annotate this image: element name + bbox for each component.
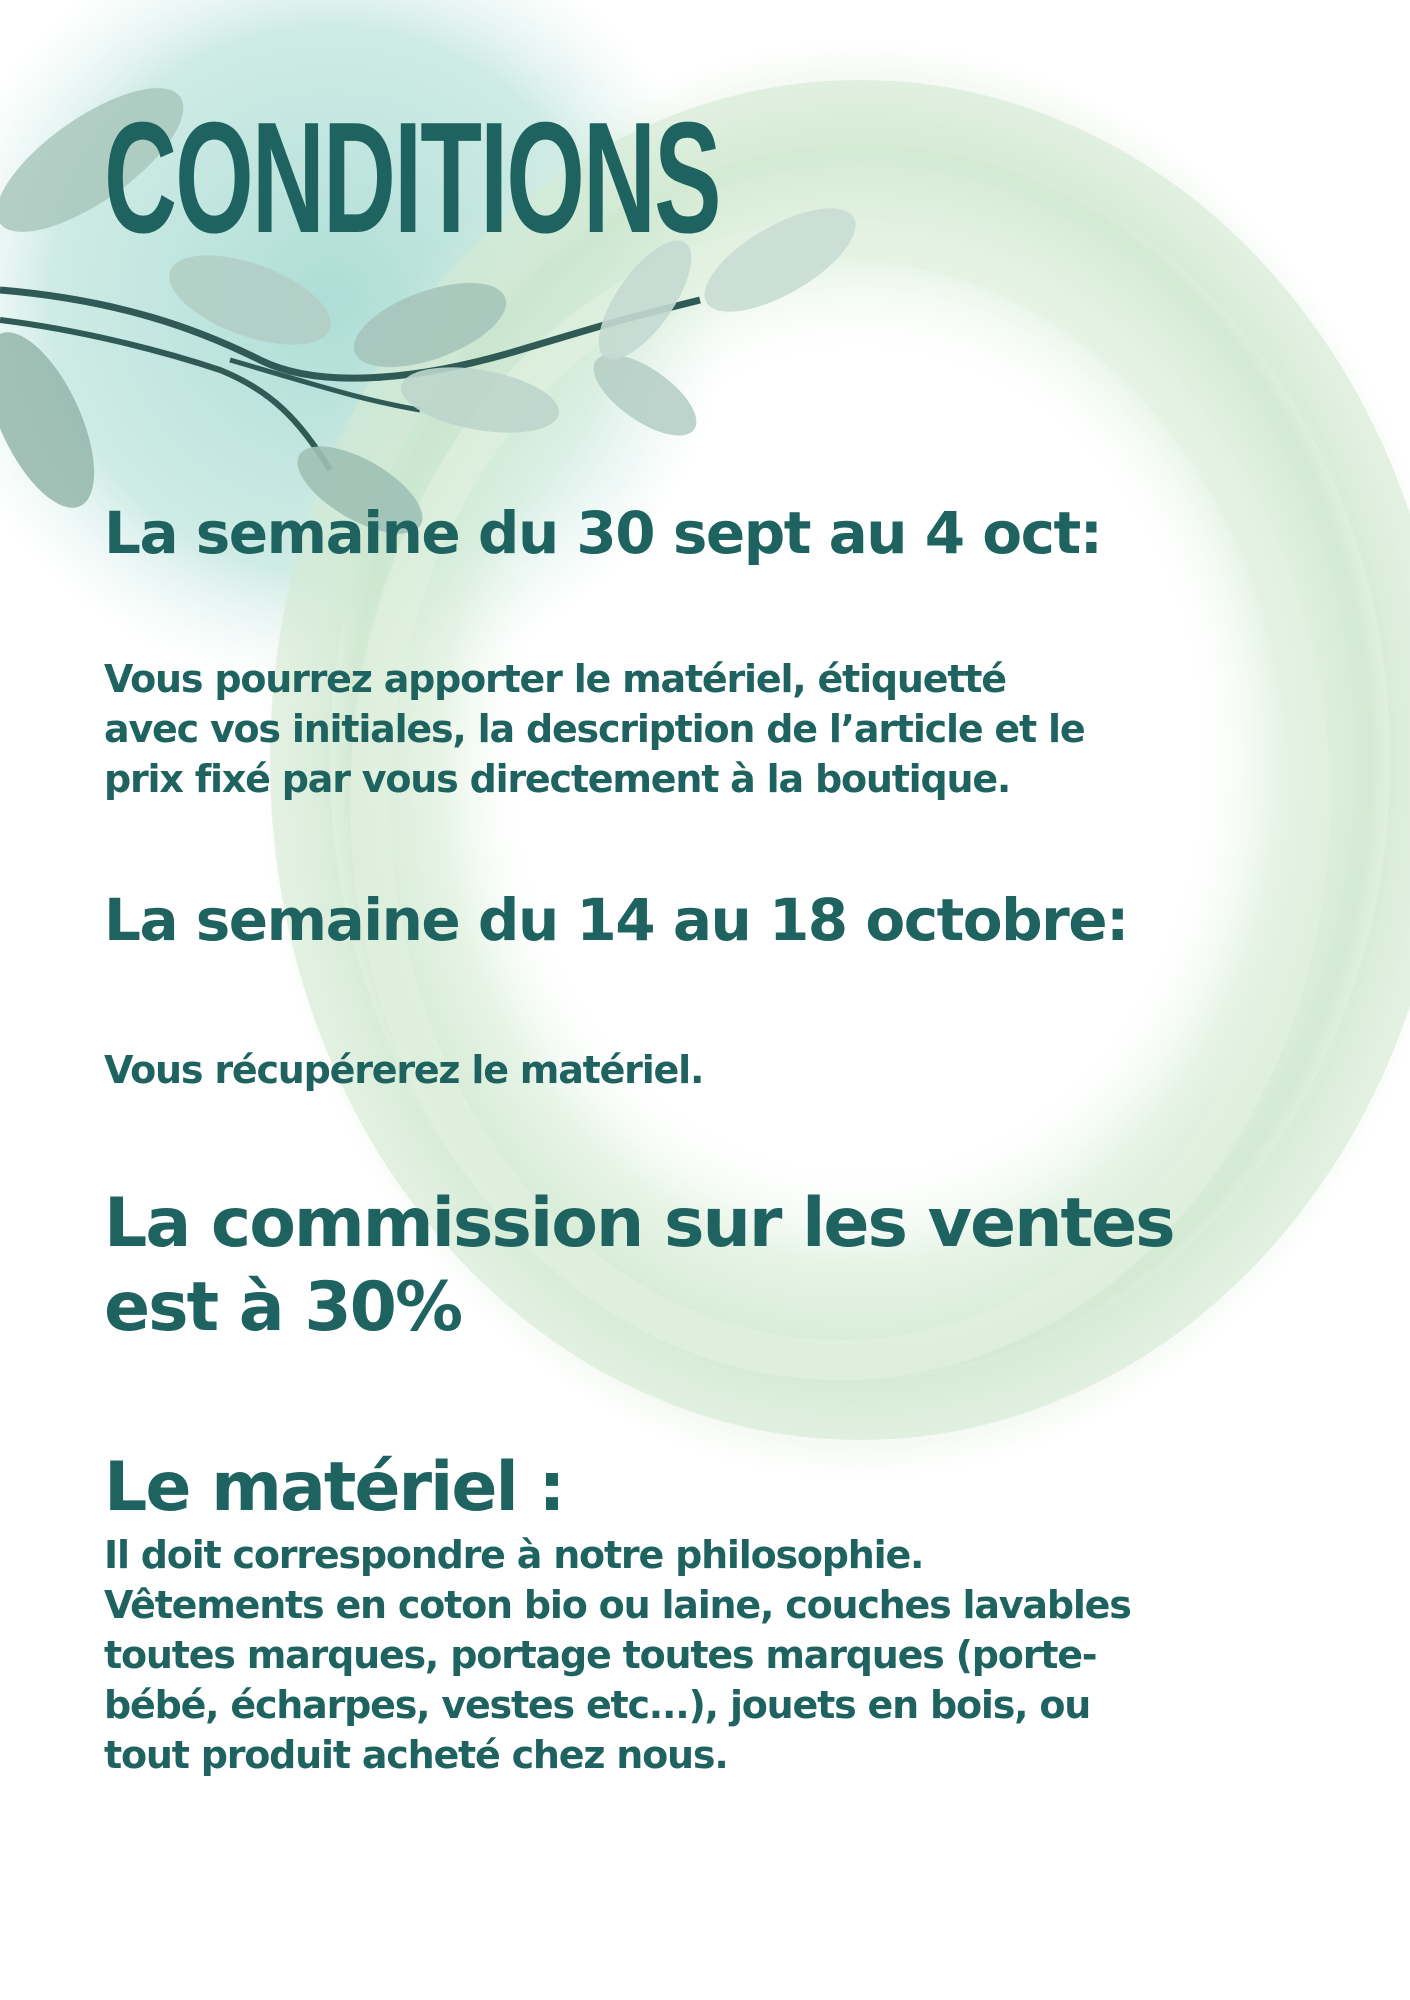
commission-line: est à 30% <box>104 1268 462 1347</box>
section-text-pickup <box>104 1045 703 1095</box>
section-heading-drop-off: La semaine du 30 sept au 4 oct: <box>104 499 1102 567</box>
text-line: Vous récupérerez le matériel. <box>104 1048 704 1092</box>
text-line: Vêtements en coton bio ou laine, couches lavables <box>104 1583 1131 1627</box>
text-line: Il doit correspondre à notre philosophie. <box>104 1533 924 1577</box>
page-title: CONDITIONS <box>104 90 720 266</box>
text-line: tout produit acheté chez nous. <box>104 1733 728 1777</box>
commission-heading <box>104 1182 1174 1350</box>
text-line: avec vos initiales, la description de l’article et le <box>104 707 1085 751</box>
commission-line: La commission sur les ventes <box>104 1184 1174 1263</box>
section-text-material <box>104 1530 1131 1780</box>
text-line: Vous pourrez apporter le matériel, étiquetté <box>104 657 1006 701</box>
text-line: bébé, écharpes, vestes etc...), jouets en bois, ou <box>104 1683 1091 1727</box>
text-line: prix fixé par vous directement à la boutique. <box>104 757 1011 801</box>
section-text-drop-off <box>104 654 1084 804</box>
text-line: toutes marques, portage toutes marques (porte- <box>104 1633 1097 1677</box>
section-heading-material: Le matériel : <box>104 1448 564 1527</box>
section-heading-pickup: La semaine du 14 au 18 octobre: <box>104 886 1128 954</box>
